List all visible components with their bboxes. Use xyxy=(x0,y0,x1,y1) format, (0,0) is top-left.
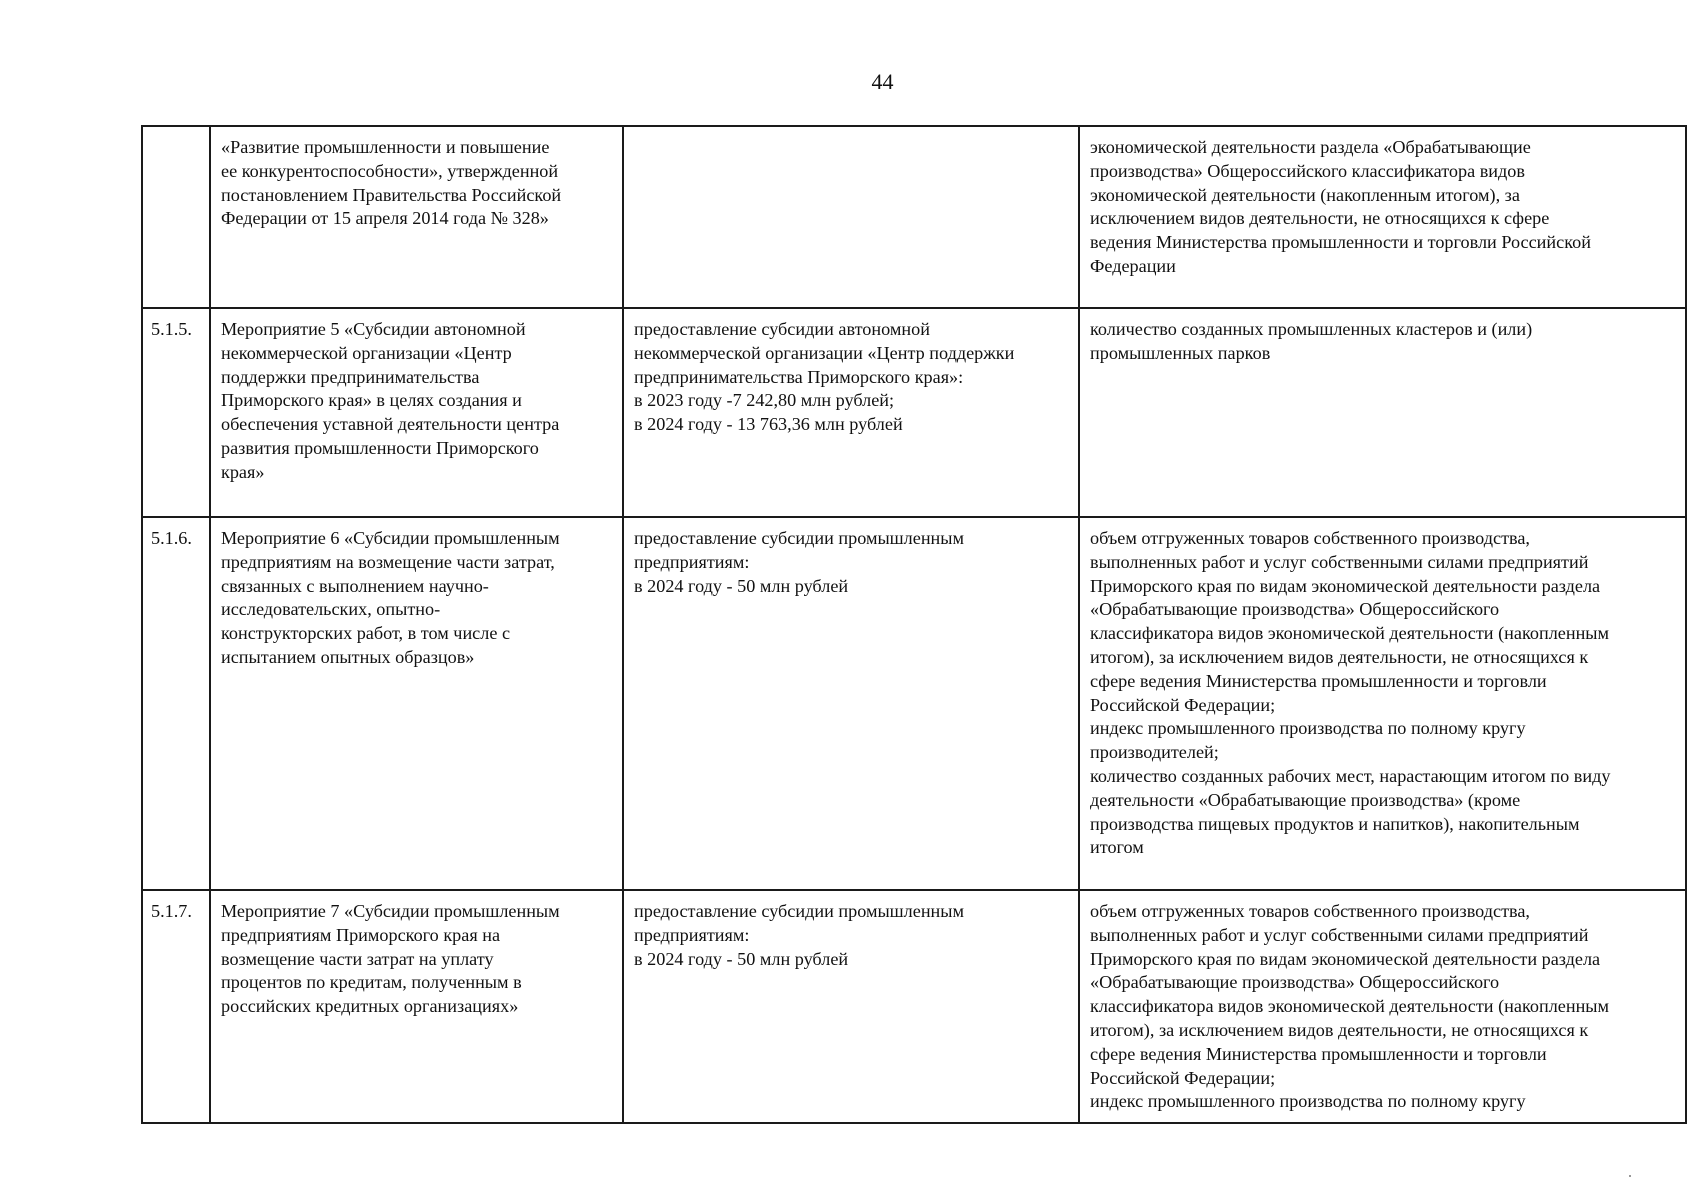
indicator-cell: объем отгруженных товаров собственного производства, выполненных работ и услуг собственными силами предприятий Приморского края по видам экономической деятельности раздела «Обрабатывающие производства» Общероссийского классификатора видов экономической деятельности (накопленным итогом), за исключением видов деятельности, не относящихся к сфере ведения Министерства промышленности и торговли Российской Федерации; индекс промышленного производства по полному кругу производителей; количество созданных рабочих мест, нарастающим итогом по виду деятельности «Обрабатывающие производства» (кроме производства пищевых продуктов и напитков), накопительным итогом xyxy=(1079,517,1686,890)
table-row xyxy=(142,126,1686,308)
row-number-cell: 5.1.5. xyxy=(142,308,210,517)
event-cell: Мероприятие 7 «Субсидии промышленным предприятиям Приморского края на возмещение части затрат на уплату процентов по кредитам, полученным в российских кредитных организациях» xyxy=(210,890,623,1123)
event-cell: Мероприятие 5 «Субсидии автономной некоммерческой организации «Центр поддержки предпринимательства Приморского края» в целях создания и обеспечения уставной деятельности центра развития промышленности Приморского края» xyxy=(210,308,623,517)
measures-table xyxy=(141,125,1687,1124)
table-row xyxy=(142,890,1686,1123)
funding-cell: предоставление субсидии промышленным предприятиям: в 2024 году - 50 млн рублей xyxy=(623,517,1079,890)
event-cell: «Развитие промышленности и повышение ее конкурентоспособности», утвержденной постановлением Правительства Российской Федерации от 15 апреля 2014 года № 328» xyxy=(210,126,623,308)
table-row xyxy=(142,517,1686,890)
funding-cell: предоставление субсидии автономной некоммерческой организации «Центр поддержки предпринимательства Приморского края»: в 2023 году -7 242,80 млн рублей; в 2024 году - 13 763,36 млн рублей xyxy=(623,308,1079,517)
page-number: 44 xyxy=(871,69,894,94)
event-cell: Мероприятие 6 «Субсидии промышленным предприятиям на возмещение части затрат, связанных с выполнением научно- исследовательских, опытно- конструкторских работ, в том числе с испытанием опытных образцов» xyxy=(210,517,623,890)
row-number-cell xyxy=(142,126,210,308)
row-number-cell: 5.1.6. xyxy=(142,517,210,890)
funding-cell xyxy=(623,126,1079,308)
funding-cell: предоставление субсидии промышленным предприятиям: в 2024 году - 50 млн рублей xyxy=(623,890,1079,1123)
scan-artifact xyxy=(1629,1175,1631,1177)
row-number-cell: 5.1.7. xyxy=(142,890,210,1123)
table-row xyxy=(142,308,1686,517)
indicator-cell: объем отгруженных товаров собственного производства, выполненных работ и услуг собственными силами предприятий Приморского края по видам экономической деятельности раздела «Обрабатывающие производства» Общероссийского классификатора видов экономической деятельности (накопленным итогом), за исключением видов деятельности, не относящихся к сфере ведения Министерства промышленности и торговли Российской Федерации; индекс промышленного производства по полному кругу xyxy=(1079,890,1686,1123)
indicator-cell: экономической деятельности раздела «Обрабатывающие производства» Общероссийского классификатора видов экономической деятельности (накопленным итогом), за исключением видов деятельности, не относящихся к сфере ведения Министерства промышленности и торговли Российской Федерации xyxy=(1079,126,1686,308)
indicator-cell: количество созданных промышленных кластеров и (или) промышленных парков xyxy=(1079,308,1686,517)
